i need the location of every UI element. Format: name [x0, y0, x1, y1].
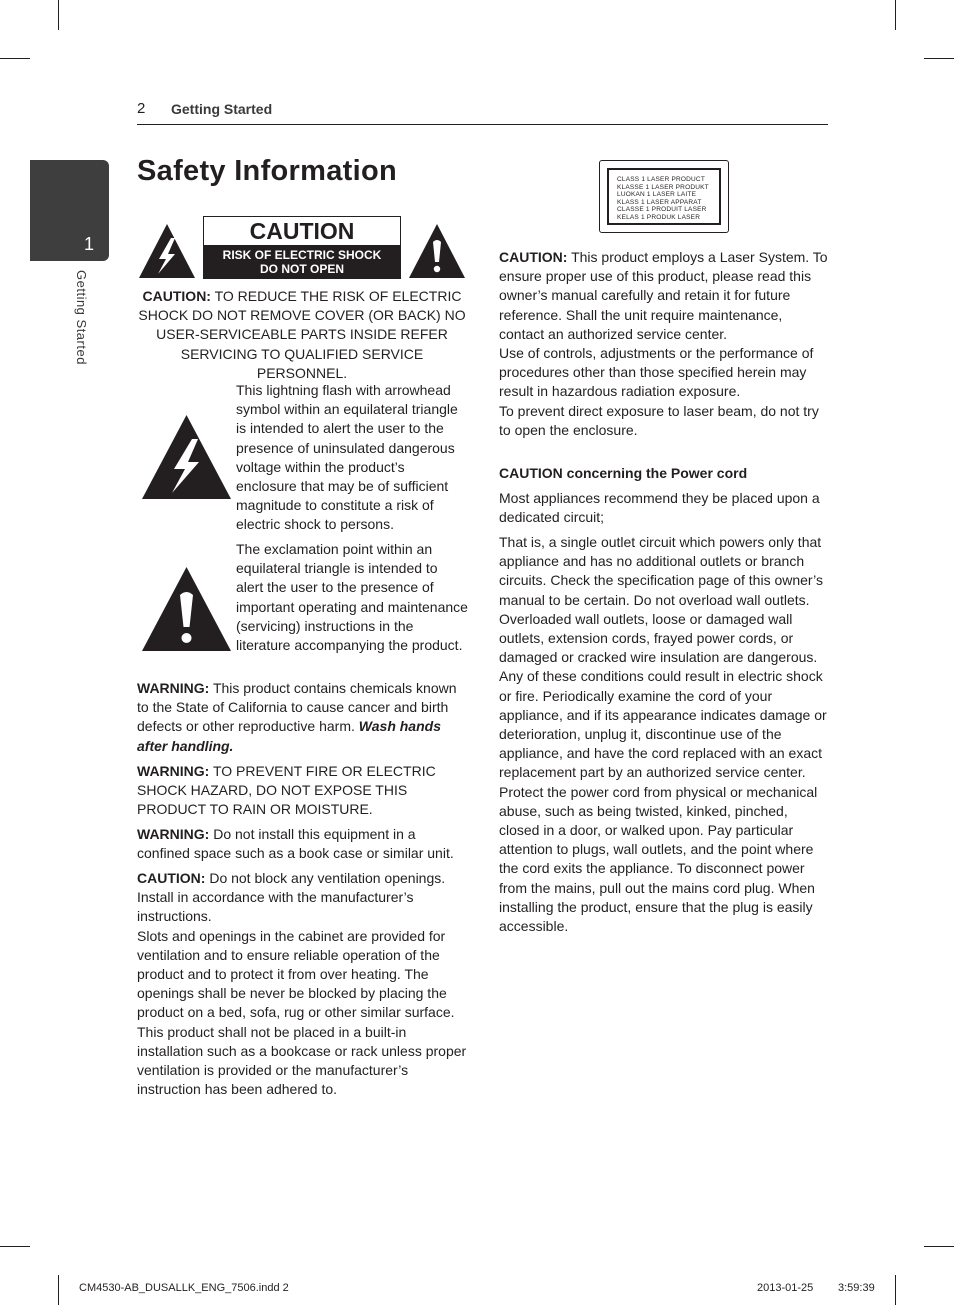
- header-rule: [137, 124, 828, 125]
- crop-mark: [0, 1246, 30, 1247]
- section-title: Getting Started: [171, 101, 273, 117]
- footer-time: 3:59:39: [838, 1282, 875, 1294]
- lightning-triangle-icon: [140, 413, 233, 501]
- warning-fire: WARNING: TO PREVENT FIRE OR ELECTRIC SHOCK HAZARD, DO NOT EXPOSE THIS PRODUCT TO RAIN OR MOISTURE.: [137, 763, 436, 818]
- warning-confined-space: WARNING: Do not install this equipment in a confined space such as a book case or similar unit.: [137, 826, 454, 862]
- exclamation-triangle-icon: [407, 222, 467, 280]
- power-cord-para1: Most appliances recommend they be placed upon a dedicated circuit;: [499, 490, 820, 526]
- chapter-tab-label: Getting Started: [74, 270, 89, 365]
- caution-subtitle: RISK OF ELECTRIC SHOCK DO NOT OPEN: [204, 245, 400, 278]
- lightning-description: This lightning flash with arrowhead symbol within an equilateral triangle is intended to alert the user to the presence of uninsulated dangerous voltage within the product’s enclosure that may be of sufficient magnitude to constitute a risk of electric shock to persons.: [236, 382, 458, 533]
- power-cord-heading: CAUTION concerning the Power cord: [499, 465, 748, 481]
- chapter-tab: [30, 160, 109, 261]
- exclamation-description: The exclamation point within an equilateral triangle is intended to alert the user to the presence of important operating and maintenance (servicing) instructions in the literature accompanying the product.: [236, 541, 468, 654]
- caution-title: CAUTION: [249, 218, 355, 244]
- power-cord-para2: That is, a single outlet circuit which powers only that appliance and has no additional outlets or branch circuits. Check the specification page of this owner’s manual to be certain. Do not overload wall outlets. Overloaded wall outlets, loose or damaged wall outlets, extension cords, frayed power cords, or damaged or cracked wire insulation are dangerous. Any of these conditions could result in electric shock or fire. Periodically examine the cord of your appliance, and if its appearance indicates damage or deterioration, unplug it, discontinue use of the appliance, and have the cord replaced with an exact replacement part by an authorized service center. Protect the power cord from physical or mechanical abuse, such as being twisted, kinked, pinched, closed in a door, or walked upon. Pay particular attention to plugs, wall outlets, and the point where the cord exits the appliance. To disconnect power from the mains, pull out the mains cord plug. When installing the product, ensure that the plug is easily accessible.: [499, 534, 827, 935]
- crop-mark: [895, 1275, 896, 1305]
- crop-mark: [895, 0, 896, 30]
- page-title: Safety Information: [137, 155, 397, 187]
- warning-california: WARNING: This product contains chemicals known to the State of California to cause cancer and birth defects or other reproductive harm. Wash hands after handling.: [137, 680, 457, 754]
- chapter-number: 1: [84, 234, 95, 254]
- crop-mark: [58, 1275, 59, 1305]
- crop-mark: [924, 58, 954, 59]
- lightning-triangle-icon: [137, 222, 197, 280]
- caution-label: [203, 216, 401, 279]
- page-number: 2: [137, 100, 146, 117]
- footer-date: 2013-01-25: [757, 1282, 814, 1294]
- exclamation-triangle-icon: [140, 565, 233, 653]
- crop-mark: [924, 1246, 954, 1247]
- caution-laser: CAUTION: This product employs a Laser System. To ensure proper use of this product, please read this owner’s manual carefully and retain it for future reference. Shall the unit require maintenance, contact an authorized service center. Use of controls, adjustments or the performance of procedures other than those specified herein may result in hazardous radiation exposure. To prevent direct exposure to laser beam, do not try to open the enclosure.: [499, 249, 828, 438]
- caution-ventilation: CAUTION: Do not block any ventilation openings. Install in accordance with the manufacturer’s instructions. Slots and openings in the cabinet are provided for ventilation and to ensure reliable operation of the product and to protect it from over heating. The openings shall be never be blocked by placing the product on a bed, sofa, rug or other similar surface. This product shall not be placed in a built-in installation such as a bookcase or rack unless proper ventilation is provided or the manufacturer’s instruction has been adhered to.: [137, 870, 467, 1098]
- laser-class-label: CLASS 1 LASER PRODUCT KLASSE 1 LASER PRODUKT LUOKAN 1 LASER LAITE KLASS 1 LASER APPARAT CLASSE 1 PRODUIT LASER KELAS 1 PRODUK LASER: [599, 160, 729, 233]
- footer-filename: CM4530-AB_DUSALLK_ENG_7506.indd 2: [79, 1282, 289, 1294]
- crop-mark: [58, 0, 59, 30]
- caution-main-text: CAUTION: TO REDUCE THE RISK OF ELECTRIC SHOCK DO NOT REMOVE COVER (OR BACK) NO USER-SERVICEABLE PARTS INSIDE REFER SERVICING TO QUALIFIED SERVICE PERSONNEL.: [138, 288, 466, 381]
- crop-mark: [0, 58, 30, 59]
